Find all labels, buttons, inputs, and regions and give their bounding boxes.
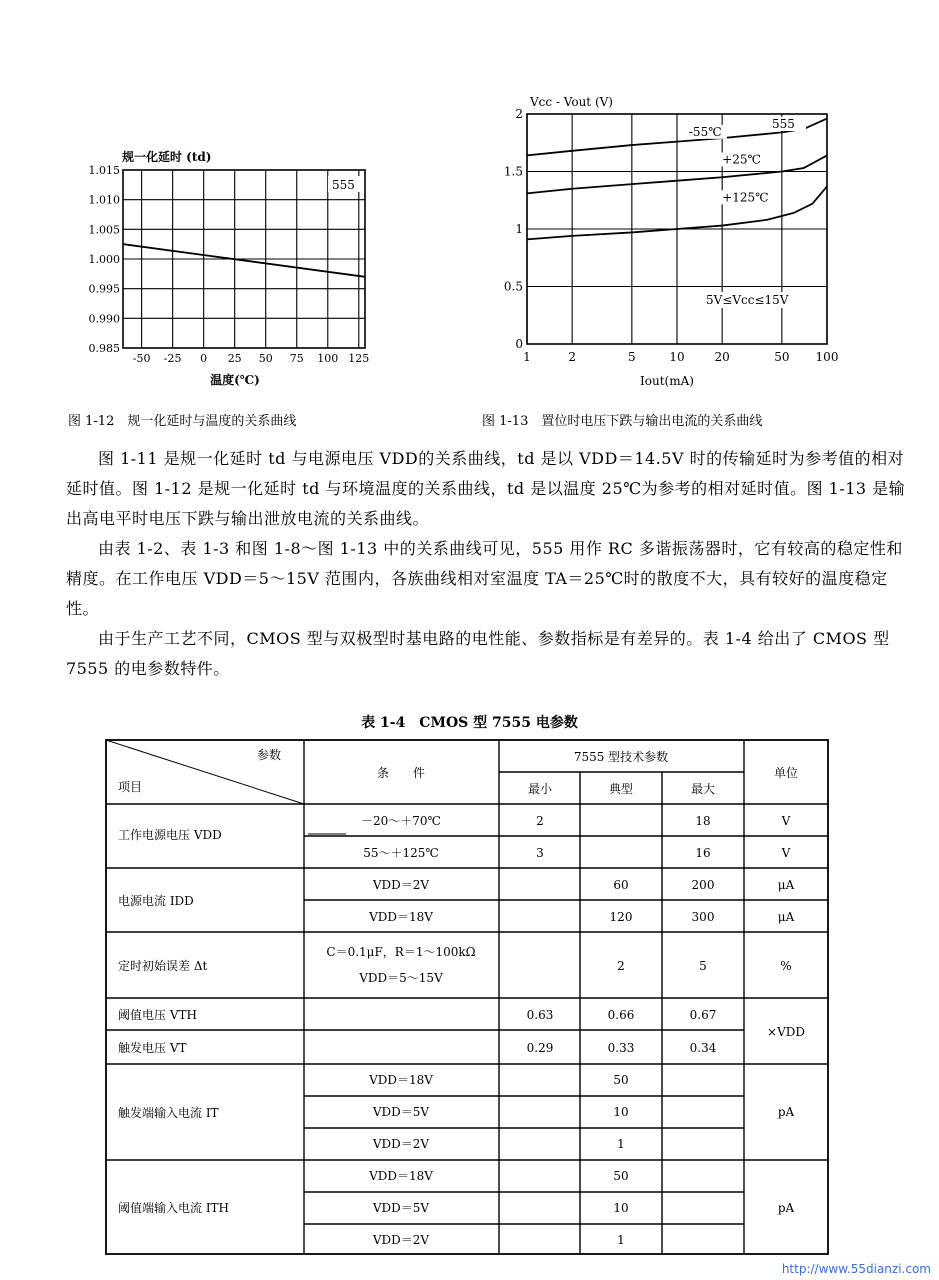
row2-cond: VDD＝2V (372, 878, 430, 892)
chart1-xtick-0: -50 (132, 352, 151, 365)
chart2-ytick-3: 1.5 (503, 164, 523, 179)
row4-typ: 2 (617, 959, 625, 973)
row5-min: 0.63 (526, 1008, 554, 1022)
row9-cond: VDD＝2V (372, 1137, 430, 1151)
chart1-xtick-3: 25 (227, 352, 242, 365)
chart1-ylabel: 规一化延时 (td) (122, 150, 212, 164)
chart2-ylabel: Vcc - Vout (V) (530, 95, 613, 109)
row0-cond: －20～＋70℃ (361, 814, 441, 828)
unit-ith: pA (777, 1201, 795, 1215)
row11-cond: VDD＝5V (372, 1201, 430, 1215)
group-vdd: 工作电源电压 VDD (118, 828, 222, 842)
row6-max: 0.34 (689, 1041, 717, 1055)
paragraph-1: 图 1-11 是规一化延时 td 与电源电压 VDD的关系曲线，td 是以 VDD＝14.5V 时的传输延时为参考值的相对延时值。图 1-12 是规一化延时 td 与环境温度的关系曲线，td 是以温度 25℃为参考的相对延时值。图 1-13 是输出高电平时电压下跌与输出泄放电流的关系曲线。 (66, 449, 906, 528)
row3-unit: μA (777, 910, 795, 924)
chart1-ytick-4: 0.995 (88, 282, 120, 296)
row2-unit: μA (777, 878, 795, 892)
chart2-note: 5V≤Vcc≤15V (706, 293, 789, 307)
header-unit: 单位 (773, 766, 799, 780)
caption-fig-1-13: 图 1-13 置位时电压下跌与输出电流的关系曲线 (482, 414, 763, 429)
chart1-ytick-2: 1.005 (88, 223, 120, 237)
chart2-series-label-0: -55℃ (688, 124, 722, 139)
row4-unit: % (780, 959, 792, 973)
header-tech-params: 7555 型技术参数 (573, 750, 669, 764)
row2-max: 200 (691, 878, 715, 892)
table-lines (106, 740, 828, 1254)
row1-unit: V (781, 846, 791, 860)
chart1-ytick-3: 1.000 (88, 253, 120, 266)
chart1-ytick-1: 1.010 (88, 193, 120, 207)
chart2-series-label-1: +25℃ (722, 152, 761, 167)
row4-max: 5 (699, 959, 707, 973)
row7-cond: VDD＝18V (369, 1073, 433, 1087)
row10-typ: 50 (613, 1169, 629, 1183)
header-typ: 典型 (608, 782, 634, 796)
row12-cond: VDD＝2V (372, 1233, 430, 1247)
chart2-legend: 555 (772, 117, 795, 131)
chart1-xlabel: 温度(℃) (210, 373, 260, 387)
row3-typ: 120 (609, 910, 633, 924)
row5-max: 0.67 (689, 1008, 717, 1022)
chart2-xtick-5: 50 (774, 350, 790, 364)
row12-typ: 1 (617, 1233, 625, 1247)
chart2-xtick-0: 1 (523, 350, 531, 364)
group-dt: 定时初始误差 Δt (118, 959, 208, 973)
group-it: 触发端输入电流 IT (118, 1106, 219, 1120)
table-title: 表 1-4 CMOS 型 7555 电参数 (361, 715, 578, 731)
paragraph-3: 由于生产工艺不同，CMOS 型与双极型时基电路的电性能、参数指标是有差异的。表 1-4 给出了 CMOS 型 7555 的电参数特件。 (66, 629, 890, 678)
chart1-xtick-6: 100 (317, 352, 339, 365)
chart2-xtick-1: 2 (568, 350, 576, 364)
row1-max: 16 (695, 846, 711, 860)
row6-min: 0.29 (526, 1041, 554, 1055)
row0-min: 2 (536, 814, 544, 828)
row1-min: 3 (536, 846, 544, 860)
chart2-ytick-4: 2 (515, 107, 523, 121)
caption-fig-1-12: 图 1-12 规一化延时与温度的关系曲线 (68, 414, 297, 429)
chart1-xtick-7: 125 (348, 352, 370, 365)
paragraph-2: 由表 1-2、表 1-3 和图 1-8～图 1-13 中的关系曲线可见，555 用作 RC 多谐振荡器时，它有较高的稳定性和精度。在工作电压 VDD＝5～15V 范围内，各族曲线相对室温度 TA＝25℃时的散度不大，具有较好的温度稳定性。 (66, 539, 903, 618)
chart2-series-label-2: +125℃ (722, 190, 769, 205)
header-item: 项目 (118, 780, 143, 794)
unit-vth-vt: ×VDD (767, 1025, 805, 1039)
row8-typ: 10 (613, 1105, 629, 1119)
row0-unit: V (781, 814, 791, 828)
chart1-ytick-5: 0.990 (88, 312, 120, 326)
chart2-ytick-2: 1 (515, 222, 523, 236)
unit-it: pA (777, 1105, 795, 1119)
row5-typ: 0.66 (607, 1008, 635, 1022)
group-ith: 阈值端输入电流 ITH (118, 1201, 230, 1215)
chart2-ytick-1: 0.5 (503, 279, 523, 294)
chart1-xtick-2: 0 (200, 352, 208, 365)
chart1-ytick-6: 0.985 (88, 342, 120, 355)
row11-typ: 10 (613, 1201, 629, 1215)
chart2-xtick-3: 10 (669, 350, 685, 364)
chart2-xlabel: Iout(mA) (640, 374, 694, 388)
chart1-ytick-0: 1.015 (88, 164, 120, 177)
watermark: http://www.55dianzi.com (781, 1262, 931, 1276)
header-condition: 条 件 (376, 766, 426, 780)
group-vt: 触发电压 VT (118, 1041, 187, 1055)
row3-max: 300 (691, 910, 715, 924)
row0-max: 18 (695, 814, 711, 828)
chart1-xtick-1: -25 (163, 352, 182, 365)
chart2-ytick-0: 0 (515, 337, 523, 351)
row3-cond: VDD＝18V (369, 910, 433, 924)
chart2-xtick-4: 20 (714, 350, 730, 364)
header-param: 参数 (257, 748, 282, 762)
row2-typ: 60 (613, 878, 629, 892)
group-idd: 电源电流 IDD (118, 894, 194, 908)
header-max: 最大 (690, 782, 716, 796)
group-vth: 阈值电压 VTH (118, 1008, 197, 1022)
chart2-xtick-6: 100 (815, 350, 839, 364)
chart1-xtick-4: 50 (258, 352, 273, 365)
chart2-xtick-2: 5 (628, 350, 636, 364)
chart1-legend: 555 (332, 178, 355, 192)
row4-cond-1: C＝0.1μF，R＝1～100kΩ (326, 945, 476, 959)
row9-typ: 1 (617, 1137, 625, 1151)
row8-cond: VDD＝5V (372, 1105, 430, 1119)
row7-typ: 50 (613, 1073, 629, 1087)
chart1-xtick-5: 75 (289, 352, 304, 365)
row4-cond-2: VDD＝5～15V (359, 971, 443, 985)
row10-cond: VDD＝18V (369, 1169, 433, 1183)
row1-cond: 55～＋125℃ (363, 846, 439, 860)
header-min: 最小 (527, 782, 553, 796)
row6-typ: 0.33 (607, 1041, 635, 1055)
